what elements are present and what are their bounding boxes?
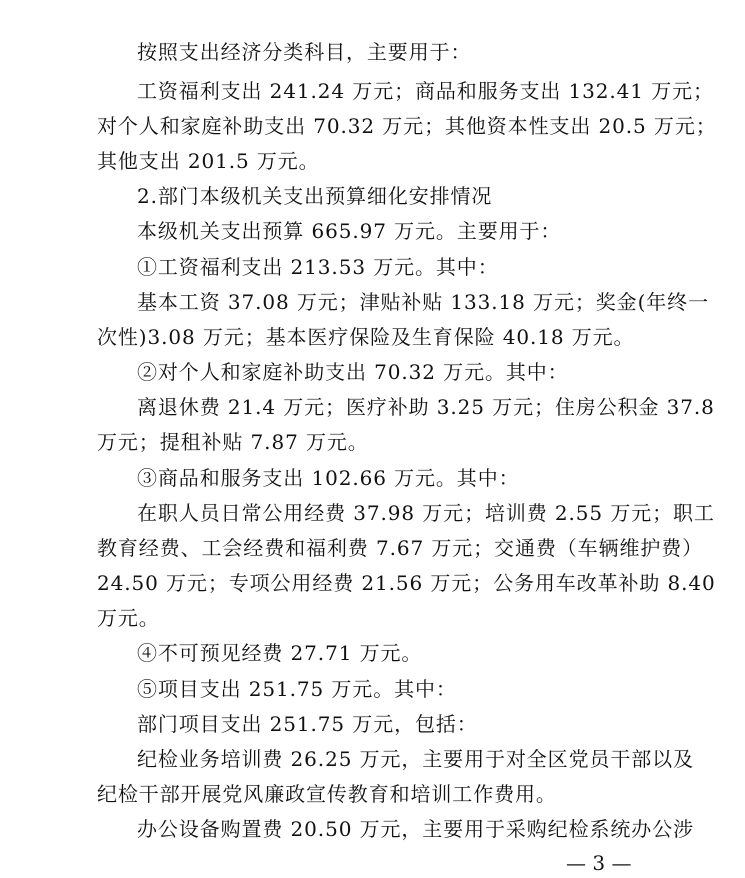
text-line-16: 24.50 万元；专项公用经费 21.56 万元；公务用车改革补助 8.40 (97, 571, 716, 595)
text-line-20: 部门项目支出 251.75 万元，包括： (137, 712, 478, 736)
text-line-2: 工资福利支出 241.24 万元；商品和服务支出 132.41 万元； (137, 79, 714, 103)
text-line-1: 按照支出经济分类科目，主要用于： (137, 40, 472, 64)
text-line-14: 在职人员日常公用经费 37.98 万元；培训费 2.55 万元；职工 (137, 501, 715, 525)
text-line-6: 本级机关支出预算 665.97 万元。主要用于： (137, 219, 562, 243)
text-line-21: 纪检业务培训费 26.25 万元，主要用于对全区党员干部以及 (137, 747, 694, 771)
text-line-18: ④不可预见经费 27.71 万元。 (137, 641, 423, 665)
page-number: — 3 — (566, 851, 632, 875)
text-line-13: ③商品和服务支出 102.66 万元。其中： (137, 466, 520, 490)
text-line-15: 教育经费、工会经费和福利费 7.67 万元；交通费（车辆维护费） (97, 536, 704, 560)
text-line-10: ②对个人和家庭补助支出 70.32 万元。其中： (137, 360, 569, 384)
text-line-23: 办公设备购置费 20.50 万元，主要用于采购纪检系统办公涉 (137, 817, 694, 841)
section-heading: 2.部门本级机关支出预算细化安排情况 (137, 184, 493, 208)
text-line-9: 次性)3.08 万元；基本医疗保险及生育保险 40.18 万元。 (97, 325, 635, 349)
text-line-12: 万元；提租补贴 7.87 万元。 (97, 430, 369, 454)
text-line-11: 离退休费 21.4 万元；医疗补助 3.25 万元；住房公积金 37.8 (137, 395, 715, 419)
text-line-8: 基本工资 37.08 万元；津贴补贴 133.18 万元；奖金(年终一 (137, 290, 709, 314)
text-line-17: 万元。 (97, 606, 160, 630)
text-line-4: 其他支出 201.5 万元。 (97, 149, 320, 173)
text-line-3: 对个人和家庭补助支出 70.32 万元；其他资本性支出 20.5 万元； (97, 114, 717, 138)
text-line-22: 纪检干部开展党风廉政宣传教育和培训工作费用。 (97, 782, 557, 806)
text-line-19: ⑤项目支出 251.75 万元。其中： (137, 677, 457, 701)
text-line-7: ①工资福利支出 213.53 万元。其中： (137, 255, 499, 279)
